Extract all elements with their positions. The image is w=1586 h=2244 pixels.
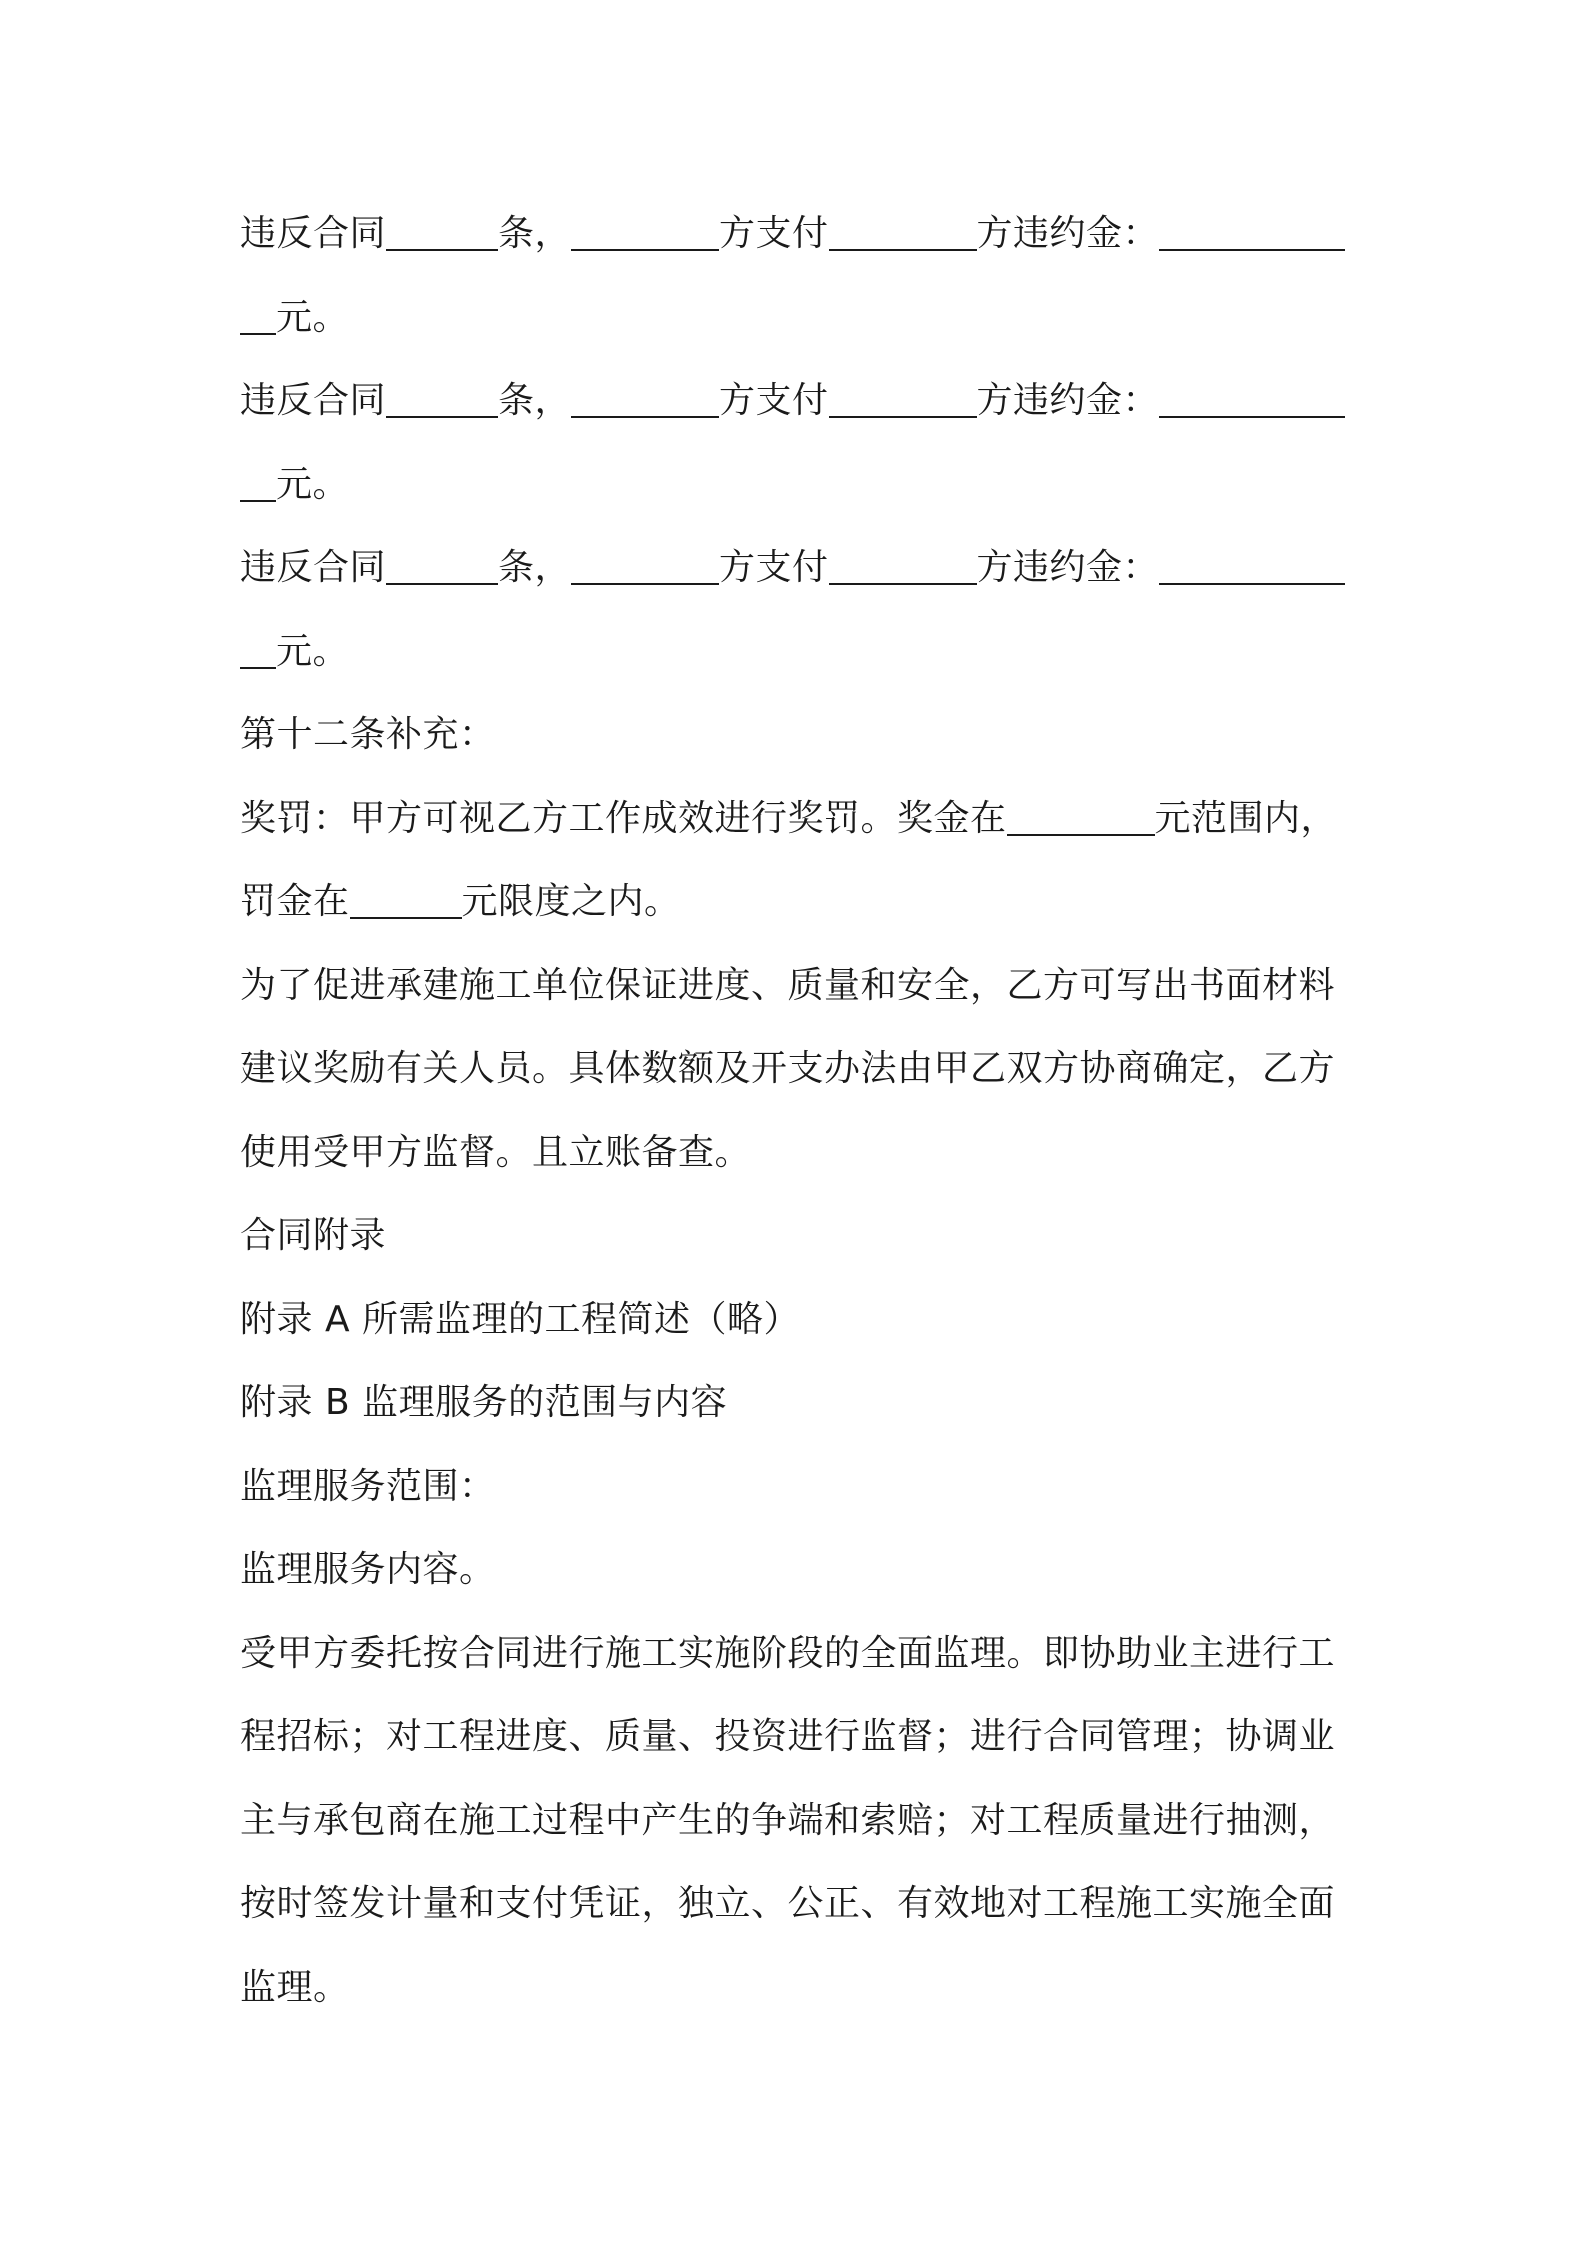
penalty-amount-blank[interactable] (1159, 209, 1345, 251)
penalty-line-continuation (240, 610, 1360, 694)
fine-line (240, 860, 1360, 944)
clause-number-blank[interactable] (386, 209, 498, 251)
reward-line (240, 777, 1360, 861)
appendix-item-a: 附录 A 所需监理的工程简述（略） (240, 1298, 801, 1340)
fine-amount-blank[interactable] (350, 877, 462, 919)
bonus-amount-blank[interactable] (1007, 794, 1155, 836)
supervision-content: 监理服务内容。 (240, 1549, 496, 1590)
reward-text: 奖罚：甲方可视乙方工作成效进行奖罚。奖金在 (240, 797, 1007, 839)
penalty-amount-blank-continued[interactable] (240, 460, 276, 502)
incentive-paragraph-line: 为了促进承建施工单位保证进度、质量和安全，乙方可写出书面材料 (240, 964, 1336, 1006)
receiving-party-blank[interactable] (829, 543, 977, 585)
supervision-paragraph-line: 受甲方委托按合同进行施工实施阶段的全面监理。即协助业主进行工 (240, 1632, 1336, 1674)
penalty-pay-text: 方支付 (719, 547, 829, 588)
penalty-unit: 元。 (276, 630, 350, 672)
penalty-line (240, 359, 1360, 443)
supervision-paragraph-line: 程招标；对工程进度、质量、投资进行监督；进行合同管理；协调业 (240, 1716, 1336, 1757)
penalty-prefix: 违反合同 (240, 547, 387, 588)
penalty-unit: 元。 (276, 296, 350, 338)
receiving-party-blank[interactable] (829, 376, 977, 418)
penalty-line-continuation (240, 443, 1360, 527)
fine-limit-text: 元限度之内。 (461, 881, 681, 922)
appendix-title: 合同附录 (240, 1215, 387, 1256)
penalty-amount-label: 方违约金： (976, 380, 1160, 421)
fine-text: 罚金在 (240, 881, 350, 922)
penalty-line (240, 192, 1360, 276)
supervision-paragraph-line: 按时签发计量和支付凭证，独立、公正、有效地对工程施工实施全面 (240, 1883, 1336, 1924)
penalty-unit: 元。 (276, 463, 350, 505)
penalty-clause-suffix: 条， (498, 547, 572, 588)
supervision-paragraph-line: 监理。 (240, 1966, 350, 2008)
breaching-party-blank[interactable] (571, 543, 719, 585)
penalty-clause-suffix: 条， (498, 213, 572, 254)
penalty-line-continuation (240, 276, 1360, 360)
penalty-line (240, 526, 1360, 610)
penalty-amount-blank-continued[interactable] (240, 627, 276, 669)
receiving-party-blank[interactable] (829, 209, 977, 251)
document-page (240, 192, 1360, 2029)
penalty-amount-label: 方违约金： (976, 547, 1160, 588)
reward-range-text: 元范围内， (1154, 797, 1338, 839)
clause-number-blank[interactable] (386, 376, 498, 418)
appendix-item-b: 附录 B 监理服务的范围与内容 (240, 1382, 728, 1423)
article-12-heading: 第十二条补充： (240, 714, 496, 755)
penalty-amount-blank[interactable] (1159, 543, 1345, 585)
supervision-scope: 监理服务范围： (240, 1465, 496, 1507)
penalty-amount-label: 方违约金： (976, 213, 1160, 254)
incentive-paragraph-line: 使用受甲方监督。且立账备查。 (240, 1131, 752, 1173)
supervision-paragraph-line: 主与承包商在施工过程中产生的争端和索赔；对工程质量进行抽测， (240, 1799, 1336, 1841)
clause-number-blank[interactable] (386, 543, 498, 585)
incentive-paragraph-line: 建议奖励有关人员。具体数额及开支办法由甲乙双方协商确定，乙方 (240, 1048, 1336, 1089)
breaching-party-blank[interactable] (571, 376, 719, 418)
penalty-amount-blank[interactable] (1159, 376, 1345, 418)
penalty-clause-suffix: 条， (498, 380, 572, 421)
penalty-prefix: 违反合同 (240, 380, 387, 421)
penalty-pay-text: 方支付 (719, 380, 829, 421)
breaching-party-blank[interactable] (571, 209, 719, 251)
penalty-pay-text: 方支付 (719, 213, 829, 254)
penalty-amount-blank-continued[interactable] (240, 293, 276, 335)
penalty-prefix: 违反合同 (240, 213, 387, 254)
